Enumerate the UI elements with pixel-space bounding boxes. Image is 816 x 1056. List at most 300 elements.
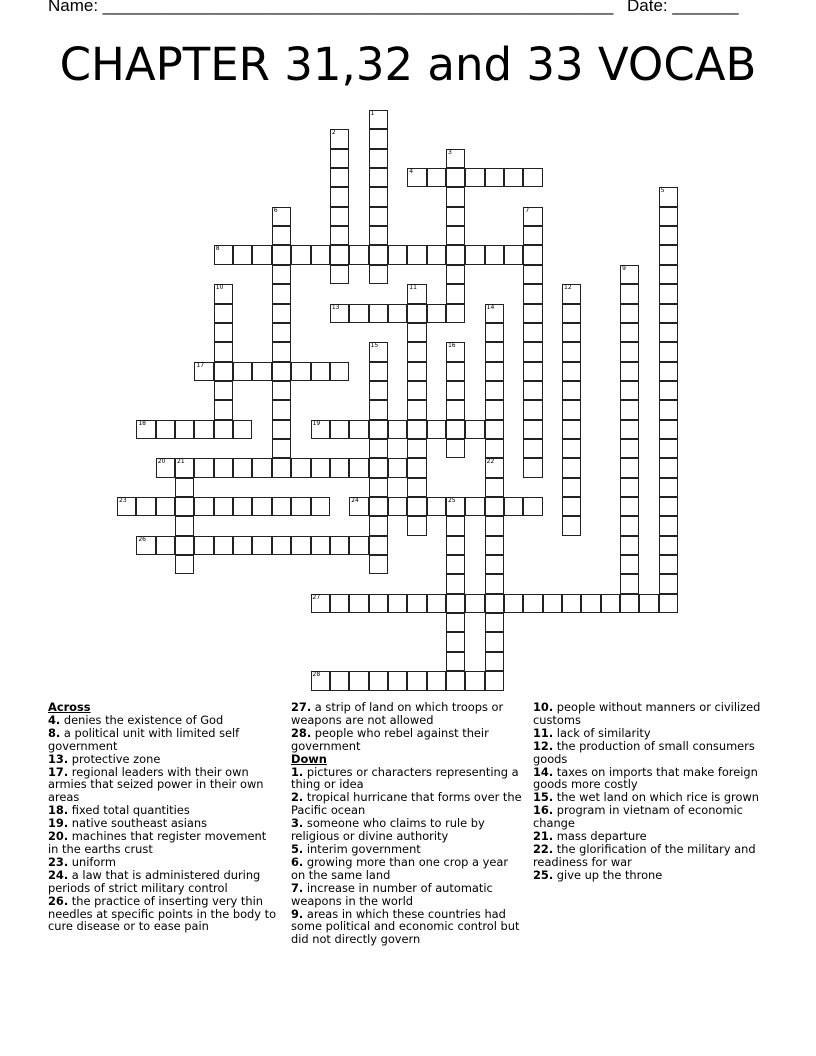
grid-cell[interactable] xyxy=(291,536,310,555)
grid-cell[interactable] xyxy=(523,304,542,323)
grid-cell[interactable] xyxy=(659,265,678,284)
grid-cell[interactable] xyxy=(407,439,426,458)
grid-cell[interactable] xyxy=(659,342,678,361)
grid-cell[interactable] xyxy=(659,420,678,439)
grid-cell[interactable] xyxy=(369,362,388,381)
grid-cell[interactable] xyxy=(485,420,504,439)
clue-text: regional leaders with their own armies that seized power in their own areas xyxy=(48,764,264,805)
grid-cell[interactable] xyxy=(562,594,581,613)
grid-cell[interactable] xyxy=(272,265,291,284)
grid-cell[interactable] xyxy=(311,671,330,690)
grid-cell[interactable] xyxy=(446,381,465,400)
date-field-label: Date: _______ xyxy=(627,0,739,15)
grid-cell[interactable] xyxy=(369,149,388,168)
grid-cell[interactable] xyxy=(175,516,194,535)
grid-cell[interactable] xyxy=(543,594,562,613)
grid-cell[interactable] xyxy=(214,323,233,342)
grid-cell[interactable] xyxy=(485,478,504,497)
grid-cell[interactable] xyxy=(330,362,349,381)
grid-cell[interactable] xyxy=(194,497,213,516)
grid-cell[interactable] xyxy=(620,439,639,458)
grid-cell[interactable] xyxy=(407,323,426,342)
grid-cell[interactable] xyxy=(194,536,213,555)
grid-cell[interactable] xyxy=(485,652,504,671)
grid-cell[interactable] xyxy=(272,284,291,303)
grid-cell[interactable] xyxy=(504,497,523,516)
grid-cell[interactable] xyxy=(659,497,678,516)
grid-cell[interactable] xyxy=(175,497,194,516)
grid-cell[interactable] xyxy=(523,226,542,245)
grid-cell[interactable] xyxy=(523,497,542,516)
grid-cell[interactable] xyxy=(485,458,504,477)
grid-cell[interactable] xyxy=(562,381,581,400)
clue-number: 24 xyxy=(351,497,359,504)
grid-cell[interactable] xyxy=(233,497,252,516)
grid-cell[interactable] xyxy=(388,458,407,477)
grid-cell[interactable] xyxy=(272,323,291,342)
grid-cell[interactable] xyxy=(523,439,542,458)
clue-number: 17 xyxy=(196,361,205,369)
grid-cell[interactable] xyxy=(504,245,523,264)
grid-cell[interactable] xyxy=(562,478,581,497)
grid-cell[interactable] xyxy=(562,323,581,342)
grid-cell[interactable] xyxy=(446,652,465,671)
grid-cell[interactable] xyxy=(117,497,136,516)
grid-cell[interactable] xyxy=(446,632,465,651)
grid-cell[interactable] xyxy=(620,555,639,574)
grid-cell[interactable] xyxy=(523,362,542,381)
grid-cell[interactable] xyxy=(252,536,271,555)
grid-cell[interactable] xyxy=(620,574,639,593)
grid-cell[interactable] xyxy=(330,207,349,226)
grid-cell[interactable] xyxy=(620,400,639,419)
clue-number-label: 5. xyxy=(291,841,304,856)
grid-cell[interactable] xyxy=(194,420,213,439)
grid-cell[interactable] xyxy=(175,420,194,439)
grid-cell[interactable] xyxy=(272,420,291,439)
clue-text: taxes on imports that make foreign goods more costly xyxy=(533,764,758,792)
grid-cell[interactable] xyxy=(156,420,175,439)
grid-cell[interactable] xyxy=(620,536,639,555)
grid-cell[interactable] xyxy=(620,323,639,342)
grid-cell[interactable] xyxy=(369,439,388,458)
grid-cell[interactable] xyxy=(330,594,349,613)
grid-cell[interactable] xyxy=(659,555,678,574)
clue-number-label: 4. xyxy=(48,712,61,727)
grid-cell[interactable] xyxy=(659,245,678,264)
grid-cell[interactable] xyxy=(562,362,581,381)
grid-cell[interactable] xyxy=(446,536,465,555)
grid-cell[interactable] xyxy=(659,362,678,381)
grid-cell[interactable] xyxy=(233,362,252,381)
grid-cell[interactable] xyxy=(562,458,581,477)
grid-cell[interactable] xyxy=(369,187,388,206)
grid-cell[interactable] xyxy=(407,400,426,419)
grid-cell[interactable] xyxy=(523,207,542,226)
grid-cell[interactable] xyxy=(659,187,678,206)
grid-cell[interactable] xyxy=(349,497,368,516)
grid-cell[interactable] xyxy=(156,536,175,555)
grid-cell[interactable] xyxy=(659,381,678,400)
grid-cell[interactable] xyxy=(562,497,581,516)
grid-cell[interactable] xyxy=(523,342,542,361)
grid-cell[interactable] xyxy=(620,478,639,497)
grid-cell[interactable] xyxy=(639,594,658,613)
grid-cell[interactable] xyxy=(427,168,446,187)
grid-cell[interactable] xyxy=(465,497,484,516)
across-clue-list-continued xyxy=(291,701,523,753)
grid-cell[interactable] xyxy=(369,671,388,690)
grid-cell[interactable] xyxy=(214,497,233,516)
grid-cell[interactable] xyxy=(156,497,175,516)
grid-cell[interactable] xyxy=(311,536,330,555)
grid-cell[interactable] xyxy=(369,168,388,187)
clue-text: fixed total quantities xyxy=(68,803,190,818)
grid-cell[interactable] xyxy=(330,536,349,555)
grid-cell[interactable] xyxy=(659,536,678,555)
grid-cell[interactable] xyxy=(620,304,639,323)
grid-cell[interactable] xyxy=(369,110,388,129)
grid-cell[interactable] xyxy=(388,304,407,323)
grid-cell[interactable] xyxy=(272,362,291,381)
grid-cell[interactable] xyxy=(659,323,678,342)
grid-cell[interactable] xyxy=(427,420,446,439)
grid-cell[interactable] xyxy=(523,284,542,303)
grid-cell[interactable] xyxy=(252,362,271,381)
grid-cell[interactable] xyxy=(407,458,426,477)
clue-text: the glorification of the military and readiness for war xyxy=(533,841,756,869)
grid-cell[interactable] xyxy=(369,420,388,439)
grid-cell[interactable] xyxy=(620,342,639,361)
grid-cell[interactable] xyxy=(485,323,504,342)
grid-cell[interactable] xyxy=(659,594,678,613)
grid-cell[interactable] xyxy=(369,245,388,264)
grid-cell[interactable] xyxy=(562,516,581,535)
grid-cell[interactable] xyxy=(214,458,233,477)
grid-cell[interactable] xyxy=(485,574,504,593)
grid-cell[interactable] xyxy=(485,342,504,361)
down-clue xyxy=(533,804,765,830)
grid-cell[interactable] xyxy=(349,536,368,555)
clue-number-label: 12. xyxy=(533,738,554,753)
grid-cell[interactable] xyxy=(407,284,426,303)
grid-cell[interactable] xyxy=(427,497,446,516)
grid-cell[interactable] xyxy=(523,265,542,284)
grid-cell[interactable] xyxy=(233,245,252,264)
grid-cell[interactable] xyxy=(446,362,465,381)
grid-cell[interactable] xyxy=(272,207,291,226)
grid-cell[interactable] xyxy=(214,400,233,419)
grid-cell[interactable] xyxy=(214,381,233,400)
grid-cell[interactable] xyxy=(465,420,484,439)
grid-cell[interactable] xyxy=(194,362,213,381)
grid-cell[interactable] xyxy=(407,342,426,361)
grid-cell[interactable] xyxy=(427,304,446,323)
grid-cell[interactable] xyxy=(349,304,368,323)
grid-cell[interactable] xyxy=(369,536,388,555)
grid-cell[interactable] xyxy=(427,245,446,264)
grid-cell[interactable] xyxy=(485,671,504,690)
grid-cell[interactable] xyxy=(330,168,349,187)
grid-cell[interactable] xyxy=(194,458,213,477)
grid-cell[interactable] xyxy=(562,304,581,323)
grid-cell[interactable] xyxy=(233,420,252,439)
grid-cell[interactable] xyxy=(388,420,407,439)
grid-cell[interactable] xyxy=(311,420,330,439)
clue-text: a strip of land on which troops or weapons are not allowed xyxy=(291,700,504,727)
grid-cell[interactable] xyxy=(485,516,504,535)
grid-cell[interactable] xyxy=(562,342,581,361)
grid-cell[interactable] xyxy=(446,265,465,284)
grid-cell[interactable] xyxy=(523,420,542,439)
grid-cell[interactable] xyxy=(485,245,504,264)
clue-number-label: 17. xyxy=(48,764,69,779)
grid-cell[interactable] xyxy=(272,536,291,555)
grid-cell[interactable] xyxy=(330,304,349,323)
grid-cell[interactable] xyxy=(407,362,426,381)
grid-cell[interactable] xyxy=(485,400,504,419)
grid-cell[interactable] xyxy=(369,458,388,477)
grid-cell[interactable] xyxy=(272,400,291,419)
grid-cell[interactable] xyxy=(311,362,330,381)
clue-text: a law that is administered during periods of strict military control xyxy=(48,867,261,895)
grid-cell[interactable] xyxy=(485,439,504,458)
grid-cell[interactable] xyxy=(388,497,407,516)
grid-cell[interactable] xyxy=(446,168,465,187)
grid-cell[interactable] xyxy=(659,574,678,593)
grid-cell[interactable] xyxy=(446,149,465,168)
grid-cell[interactable] xyxy=(446,400,465,419)
grid-cell[interactable] xyxy=(252,245,271,264)
grid-cell[interactable] xyxy=(330,458,349,477)
grid-cell[interactable] xyxy=(446,245,465,264)
grid-cell[interactable] xyxy=(485,555,504,574)
grid-cell[interactable] xyxy=(291,245,310,264)
grid-cell[interactable] xyxy=(291,362,310,381)
grid-cell[interactable] xyxy=(311,245,330,264)
grid-cell[interactable] xyxy=(175,555,194,574)
grid-cell[interactable] xyxy=(485,497,504,516)
grid-cell[interactable] xyxy=(136,497,155,516)
grid-cell[interactable] xyxy=(465,671,484,690)
grid-cell[interactable] xyxy=(620,594,639,613)
grid-cell[interactable] xyxy=(272,226,291,245)
grid-cell[interactable] xyxy=(369,207,388,226)
grid-cell[interactable] xyxy=(369,381,388,400)
grid-cell[interactable] xyxy=(349,245,368,264)
grid-cell[interactable] xyxy=(175,478,194,497)
grid-cell[interactable] xyxy=(485,594,504,613)
grid-cell[interactable] xyxy=(407,671,426,690)
grid-cell[interactable] xyxy=(214,284,233,303)
grid-cell[interactable] xyxy=(407,381,426,400)
grid-cell[interactable] xyxy=(349,671,368,690)
grid-cell[interactable] xyxy=(562,439,581,458)
grid-cell[interactable] xyxy=(175,458,194,477)
grid-cell[interactable] xyxy=(523,245,542,264)
grid-cell[interactable] xyxy=(252,497,271,516)
grid-cell[interactable] xyxy=(446,555,465,574)
grid-cell[interactable] xyxy=(659,284,678,303)
grid-cell[interactable] xyxy=(659,458,678,477)
grid-cell[interactable] xyxy=(369,226,388,245)
clue-number-label: 15. xyxy=(533,790,554,805)
grid-cell[interactable] xyxy=(504,168,523,187)
grid-cell[interactable] xyxy=(407,497,426,516)
grid-cell[interactable] xyxy=(485,362,504,381)
grid-cell[interactable] xyxy=(446,594,465,613)
grid-cell[interactable] xyxy=(291,458,310,477)
grid-cell[interactable] xyxy=(272,245,291,264)
grid-cell[interactable] xyxy=(446,284,465,303)
grid-cell[interactable] xyxy=(620,516,639,535)
grid-cell[interactable] xyxy=(407,420,426,439)
grid-cell[interactable] xyxy=(485,613,504,632)
grid-cell[interactable] xyxy=(388,245,407,264)
grid-cell[interactable] xyxy=(523,400,542,419)
grid-cell[interactable] xyxy=(136,536,155,555)
grid-cell[interactable] xyxy=(388,671,407,690)
grid-cell[interactable] xyxy=(446,342,465,361)
grid-cell[interactable] xyxy=(214,420,233,439)
clue-number-label: 25. xyxy=(533,867,554,882)
grid-cell[interactable] xyxy=(427,671,446,690)
grid-cell[interactable] xyxy=(175,536,194,555)
grid-cell[interactable] xyxy=(369,400,388,419)
grid-cell[interactable] xyxy=(407,594,426,613)
grid-cell[interactable] xyxy=(620,497,639,516)
grid-cell[interactable] xyxy=(311,497,330,516)
grid-cell[interactable] xyxy=(465,245,484,264)
grid-cell[interactable] xyxy=(369,497,388,516)
grid-cell[interactable] xyxy=(214,304,233,323)
grid-cell[interactable] xyxy=(659,516,678,535)
grid-cell[interactable] xyxy=(485,381,504,400)
grid-cell[interactable] xyxy=(388,594,407,613)
grid-cell[interactable] xyxy=(446,516,465,535)
grid-cell[interactable] xyxy=(369,304,388,323)
down-clue xyxy=(533,766,765,792)
grid-cell[interactable] xyxy=(620,420,639,439)
grid-cell[interactable] xyxy=(601,594,620,613)
grid-cell[interactable] xyxy=(330,265,349,284)
grid-cell[interactable] xyxy=(485,632,504,651)
grid-cell[interactable] xyxy=(485,304,504,323)
grid-cell[interactable] xyxy=(446,671,465,690)
grid-cell[interactable] xyxy=(562,400,581,419)
grid-cell[interactable] xyxy=(659,304,678,323)
grid-cell[interactable] xyxy=(659,439,678,458)
grid-cell[interactable] xyxy=(214,362,233,381)
grid-cell[interactable] xyxy=(330,226,349,245)
grid-cell[interactable] xyxy=(272,497,291,516)
grid-cell[interactable] xyxy=(349,458,368,477)
grid-cell[interactable] xyxy=(485,536,504,555)
grid-cell[interactable] xyxy=(562,284,581,303)
grid-cell[interactable] xyxy=(659,226,678,245)
grid-cell[interactable] xyxy=(272,458,291,477)
grid-cell[interactable] xyxy=(330,245,349,264)
grid-cell[interactable] xyxy=(504,594,523,613)
grid-cell[interactable] xyxy=(156,458,175,477)
grid-cell[interactable] xyxy=(446,207,465,226)
grid-cell[interactable] xyxy=(330,187,349,206)
grid-cell[interactable] xyxy=(620,458,639,477)
grid-cell[interactable] xyxy=(407,168,426,187)
grid-cell[interactable] xyxy=(523,381,542,400)
grid-cell[interactable] xyxy=(523,168,542,187)
grid-cell[interactable] xyxy=(523,594,542,613)
grid-cell[interactable] xyxy=(252,458,271,477)
grid-cell[interactable] xyxy=(446,497,465,516)
grid-cell[interactable] xyxy=(272,381,291,400)
grid-cell[interactable] xyxy=(233,458,252,477)
grid-cell[interactable] xyxy=(407,516,426,535)
grid-cell[interactable] xyxy=(369,129,388,148)
grid-cell[interactable] xyxy=(427,594,446,613)
grid-cell[interactable] xyxy=(562,420,581,439)
grid-cell[interactable] xyxy=(214,536,233,555)
grid-cell[interactable] xyxy=(659,400,678,419)
grid-cell[interactable] xyxy=(620,284,639,303)
grid-cell[interactable] xyxy=(620,362,639,381)
grid-cell[interactable] xyxy=(446,420,465,439)
grid-cell[interactable] xyxy=(272,342,291,361)
grid-cell[interactable] xyxy=(446,304,465,323)
grid-cell[interactable] xyxy=(369,594,388,613)
grid-cell[interactable] xyxy=(311,458,330,477)
grid-cell[interactable] xyxy=(330,129,349,148)
grid-cell[interactable] xyxy=(407,245,426,264)
grid-cell[interactable] xyxy=(407,478,426,497)
grid-cell[interactable] xyxy=(581,594,600,613)
grid-cell[interactable] xyxy=(407,304,426,323)
grid-cell[interactable] xyxy=(620,265,639,284)
grid-cell[interactable] xyxy=(369,516,388,535)
grid-cell[interactable] xyxy=(214,342,233,361)
grid-cell[interactable] xyxy=(485,168,504,187)
grid-cell[interactable] xyxy=(659,478,678,497)
grid-cell[interactable] xyxy=(446,439,465,458)
grid-cell[interactable] xyxy=(311,594,330,613)
grid-cell[interactable] xyxy=(330,149,349,168)
grid-cell[interactable] xyxy=(233,536,252,555)
grid-cell[interactable] xyxy=(369,478,388,497)
grid-cell[interactable] xyxy=(523,458,542,477)
grid-cell[interactable] xyxy=(291,497,310,516)
grid-cell[interactable] xyxy=(446,613,465,632)
grid-cell[interactable] xyxy=(620,381,639,400)
grid-cell[interactable] xyxy=(349,594,368,613)
grid-cell[interactable] xyxy=(369,342,388,361)
grid-cell[interactable] xyxy=(659,207,678,226)
grid-cell[interactable] xyxy=(465,168,484,187)
grid-cell[interactable] xyxy=(446,226,465,245)
grid-cell[interactable] xyxy=(446,187,465,206)
grid-cell[interactable] xyxy=(369,555,388,574)
grid-cell[interactable] xyxy=(349,420,368,439)
grid-cell[interactable] xyxy=(369,265,388,284)
grid-cell[interactable] xyxy=(272,304,291,323)
grid-cell[interactable] xyxy=(330,420,349,439)
grid-cell[interactable] xyxy=(272,439,291,458)
grid-cell[interactable] xyxy=(523,323,542,342)
grid-cell[interactable] xyxy=(465,594,484,613)
grid-cell[interactable] xyxy=(136,420,155,439)
grid-cell[interactable] xyxy=(446,574,465,593)
grid-cell[interactable] xyxy=(330,671,349,690)
grid-cell[interactable] xyxy=(214,245,233,264)
